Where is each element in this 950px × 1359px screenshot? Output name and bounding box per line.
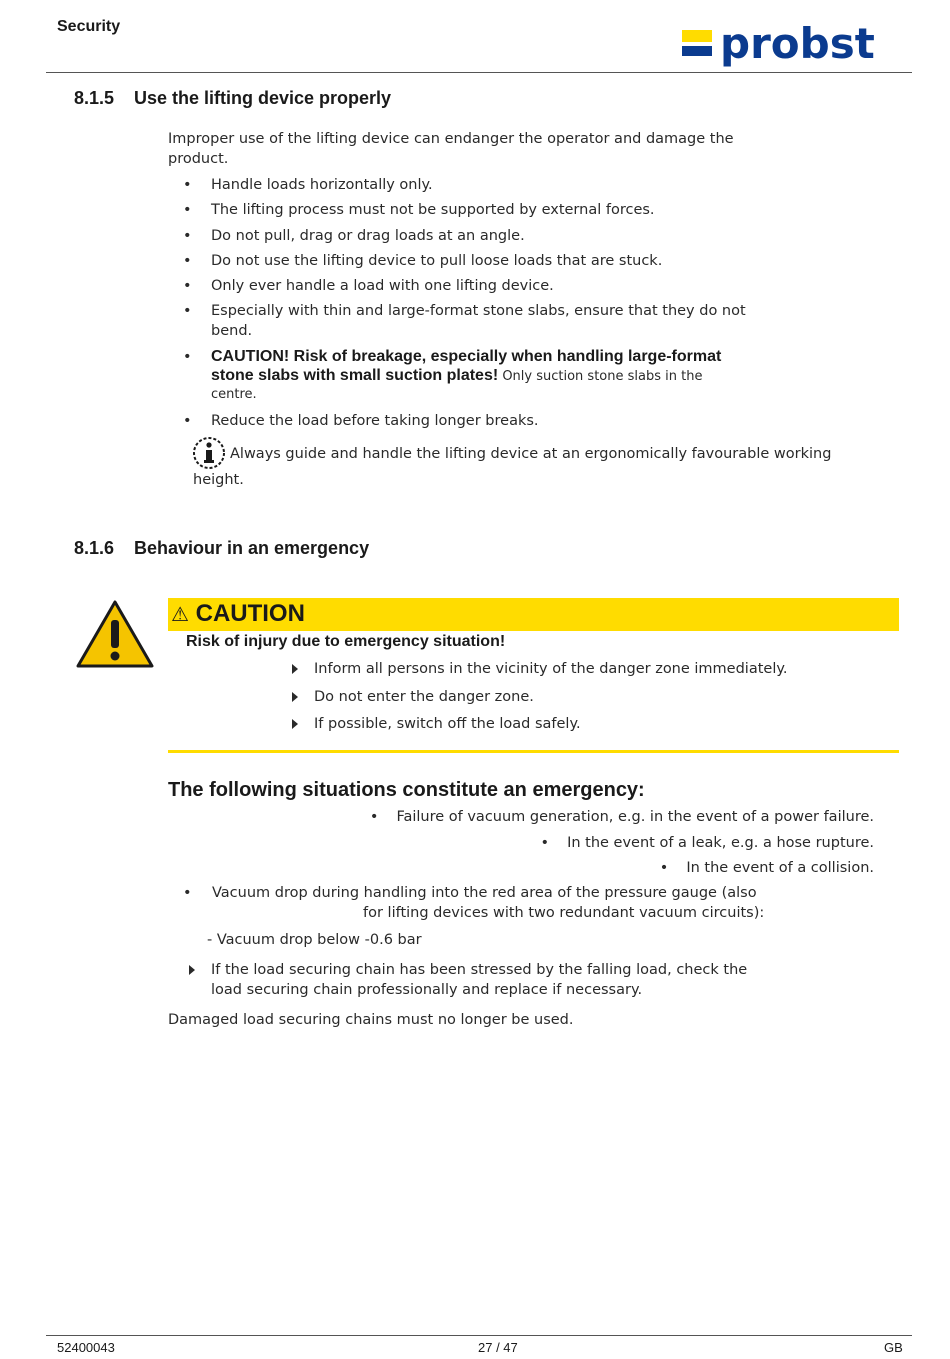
section-title: Behaviour in an emergency <box>134 538 370 558</box>
action-item-continuation: load securing chain professionally and replace if necessary. <box>211 982 643 998</box>
list-item-continuation: bend. <box>211 323 253 339</box>
footer-language: GB <box>884 1340 903 1355</box>
info-icon <box>192 436 226 470</box>
probst-logo <box>680 22 906 70</box>
situation-item-continuation: for lifting devices with two redundant vacuum circuits): <box>363 905 765 921</box>
caution-subtitle: Risk of injury due to emergency situation! <box>186 633 506 650</box>
vacuum-threshold: - Vacuum drop below -0.6 bar <box>207 932 422 948</box>
situation-item: • In the event of a collision. <box>659 860 874 876</box>
intro-line-2: product. <box>168 151 229 167</box>
section-heading-8-1-5 <box>74 88 391 109</box>
arrow-right-icon <box>189 965 195 975</box>
footer-doc-number: 52400043 <box>57 1340 115 1355</box>
situation-item: • Failure of vacuum generation, e.g. in the event of a power failure. <box>369 809 874 825</box>
footer-divider <box>46 1335 912 1336</box>
footer-page-number: 27 / 47 <box>478 1340 518 1355</box>
section-title: Use the lifting device properly <box>134 88 392 108</box>
section-number: 8.1.5 <box>74 88 115 108</box>
warning-triangle-icon <box>76 600 154 668</box>
arrow-right-icon <box>292 692 298 702</box>
intro-line-1: Improper use of the lifting device can endanger the operator and damage the <box>168 131 734 147</box>
arrow-right-icon <box>292 664 298 674</box>
info-note-line-2: height. <box>193 472 244 488</box>
info-note-line-1: Always guide and handle the lifting device at an ergonomically favourable working <box>230 446 832 462</box>
header-section-title: Security <box>57 18 121 35</box>
section-number: 8.1.6 <box>74 538 115 558</box>
caution-bottom-rule <box>168 750 899 753</box>
arrow-right-icon <box>292 719 298 729</box>
caution-symbol-icon: ⚠ <box>171 602 189 626</box>
closing-note: Damaged load securing chains must no longer be used. <box>168 1012 574 1028</box>
section-heading-8-1-6 <box>74 538 369 559</box>
situation-item: • In the event of a leak, e.g. a hose rupture. <box>540 835 874 851</box>
header-divider <box>46 72 912 73</box>
emergency-heading: The following situations constitute an emergency: <box>168 779 645 801</box>
caution-list-item-line-3: centre. <box>211 387 257 402</box>
caution-list-item-line-2: stone slabs with small suction plates! Only suction stone slabs in the <box>211 367 703 384</box>
caution-label: ⚠ CAUTION <box>171 600 305 627</box>
logo-wordmark: probst <box>720 22 875 68</box>
